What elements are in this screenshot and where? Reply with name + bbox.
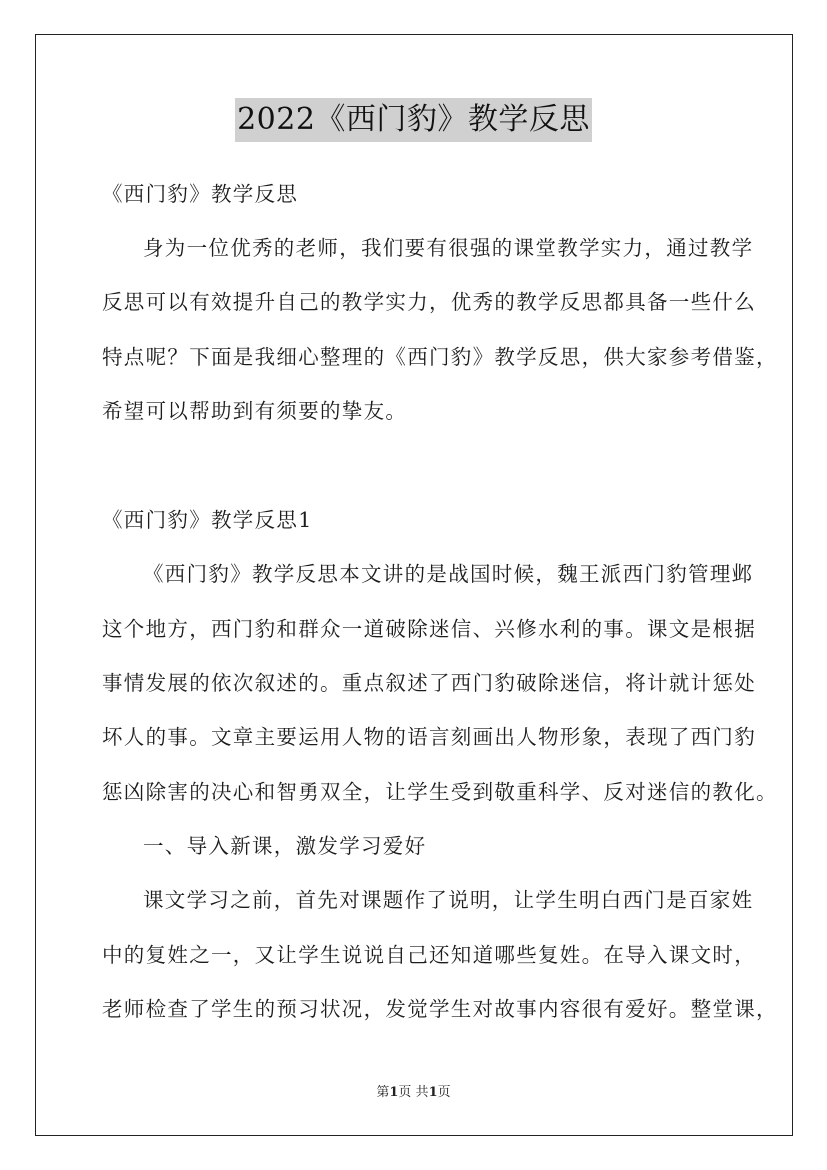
paragraph-line: 坏人的事。文章主要运用人物的语言刻画出人物形象，表现了西门豹 (102, 725, 756, 749)
paragraph-line: 惩凶除害的决心和智勇双全，让学生受到敬重科学、反对迷信的教化。 (102, 780, 778, 804)
paragraph-line: 身为一位优秀的老师，我们要有很强的课堂教学实力，通过教学 (143, 236, 754, 260)
paragraph-line: 课文学习之前，首先对课题作了说明，让学生明白西门是百家姓 (143, 888, 754, 912)
paragraph-line: 《西门豹》教学反思本文讲的是战国时候，魏王派西门豹管理邺 (143, 562, 754, 586)
footer-prefix: 第 (376, 1085, 390, 1100)
footer-mid: 页 共 (398, 1085, 429, 1100)
subsection-heading: 一、导入新课，激发学习爱好 (143, 834, 427, 858)
paragraph-line: 老师检查了学生的预习状况，发觉学生对故事内容很有爱好。整堂课， (102, 997, 778, 1021)
paragraph-line: 反思可以有效提升自己的教学实力，优秀的教学反思都具备一些什么 (102, 290, 756, 314)
paragraph-line: 希望可以帮助到有须要的挚友。 (102, 399, 408, 423)
page-footer (0, 1084, 827, 1102)
document-title: 2022《西门豹》教学反思 (235, 98, 592, 142)
section-heading: 《西门豹》教学反思 (102, 182, 299, 206)
paragraph-line: 这个地方，西门豹和群众一道破除迷信、兴修水利的事。课文是根据 (102, 617, 756, 641)
footer-page-current: 1 (389, 1085, 399, 1100)
footer-suffix: 页 (437, 1085, 451, 1100)
footer-page-total: 1 (428, 1085, 438, 1100)
paragraph-line: 中的复姓之一，又让学生说说自己还知道哪些复姓。在导入课文时， (102, 943, 756, 967)
section-heading: 《西门豹》教学反思1 (102, 508, 313, 532)
title-wrap (0, 98, 827, 142)
paragraph-line: 事情发展的依次叙述的。重点叙述了西门豹破除迷信，将计就计惩处 (102, 671, 756, 695)
paragraph-line: 特点呢？下面是我细心整理的《西门豹》教学反思，供大家参考借鉴， (102, 345, 778, 369)
